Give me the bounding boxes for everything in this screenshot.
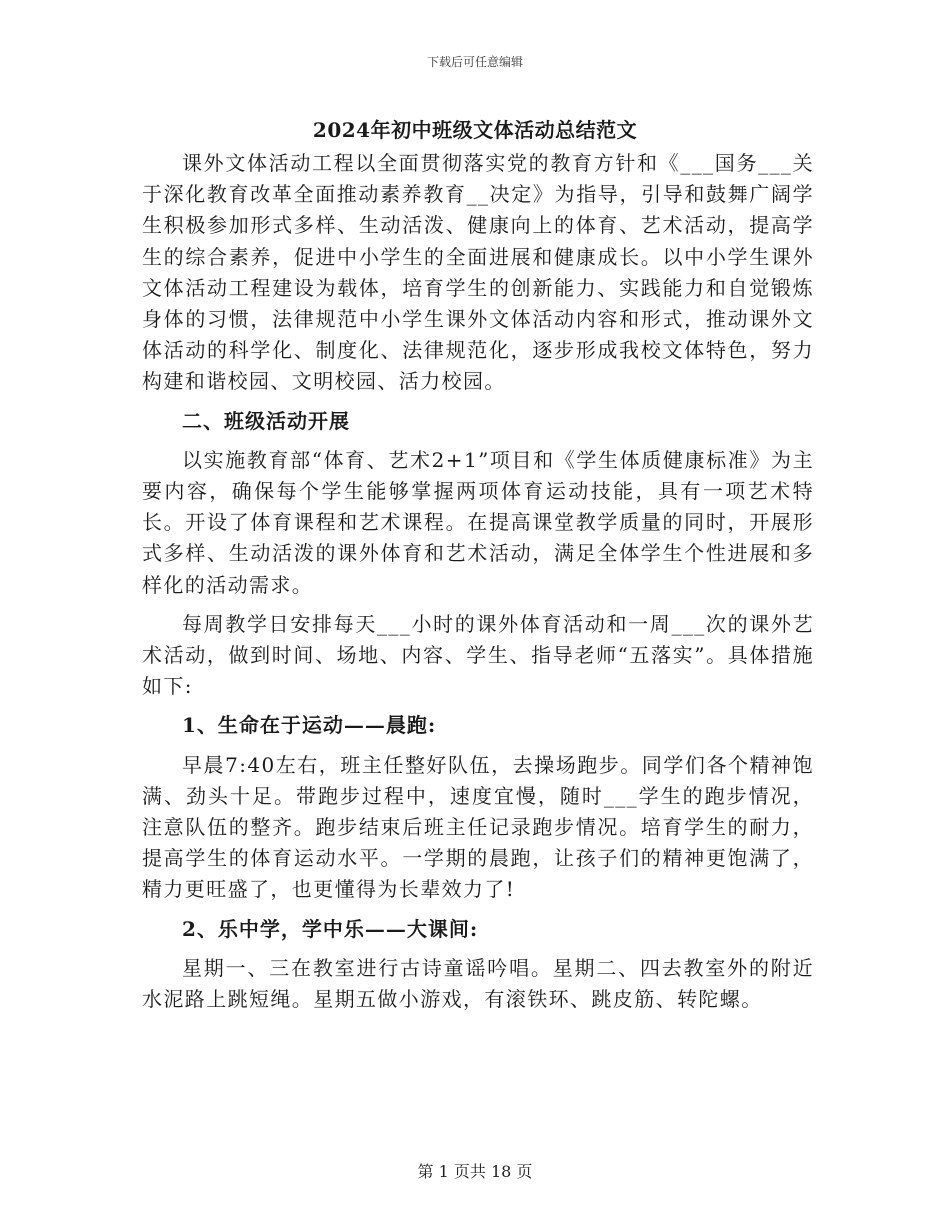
item-paragraph: 星期一、三在教室进行古诗童谣吟唱。星期二、四去教室外的附近水泥路上跳短绳。星期五做小游戏，有滚铁环、跳皮筋、转陀螺。 bbox=[142, 955, 814, 1012]
item-heading-morning-run: 1、生命在于运动——晨跑: bbox=[182, 713, 437, 738]
spacer bbox=[142, 702, 814, 710]
spacer bbox=[142, 601, 814, 609]
page-header-note: 下载后可任意编辑 bbox=[426, 55, 523, 69]
item-paragraph: 早晨7:40左右，班主任整好队伍，去操场跑步。同学们各个精神饱满、劲头十足。带跑步过程中，速度宜慢，随时___学生的跑步情况，注意队伍的整齐。跑步结束后班主任记录跑步情况。培育学生的耐力，提高学生的体育运动水平。一学期的晨跑，让孩子们的精神更饱满了，精力更旺盛了，也更懂得为长辈效力了! bbox=[142, 752, 814, 902]
spacer bbox=[142, 945, 814, 953]
section-heading-activities: 二、班级活动开展 bbox=[182, 408, 350, 433]
intro-paragraph: 课外文体活动工程以全面贯彻落实党的教育方针和《___国务___关于深化教育改革全面推动素养教育__决定》为指导，引导和鼓舞广阔学生积极参加形式多样、生动活泼、健康向上的体育、艺术活动，提高学生的综合素养，促进中小学生的全面进展和健康成长。以中小学生课外文体活动工程建设为载体，培育学生的创新能力、实践能力和自觉锻炼身体的习惯，法律规范中小学生课外文体活动内容和形式，推动课外文体活动的科学化、制度化、法律规范化，逐步形成我校文体特色，努力构建和谐校园、文明校园、活力校园。 bbox=[142, 151, 814, 394]
spacer bbox=[142, 437, 814, 445]
section-paragraph: 每周教学日安排每天___小时的课外体育活动和一周___次的课外艺术活动，做到时间、场地、内容、学生、指导老师“五落实”。具体措施如下: bbox=[142, 611, 814, 699]
section-paragraph: 以实施教育部“体育、艺术2+1”项目和《学生体质健康标准》为主要内容，确保每个学生能够掌握两项体育运动技能，具有一项艺术特长。开设了体育课程和艺术课程。在提高课堂教学质量的同时，开展形式多样、生动活泼的课外体育和艺术活动，满足全体学生个性进展和多样化的活动需求。 bbox=[142, 447, 814, 597]
spacer bbox=[142, 742, 814, 750]
page-footer: 第 1 页共 18 页 bbox=[417, 1162, 533, 1181]
item-heading-big-break: 2、乐中学，学中乐——大课间: bbox=[182, 916, 479, 941]
document-body bbox=[142, 148, 814, 1015]
spacer bbox=[142, 398, 814, 406]
spacer bbox=[142, 906, 814, 914]
document-title: 2024年初中班级文体活动总结范文 bbox=[312, 118, 638, 142]
